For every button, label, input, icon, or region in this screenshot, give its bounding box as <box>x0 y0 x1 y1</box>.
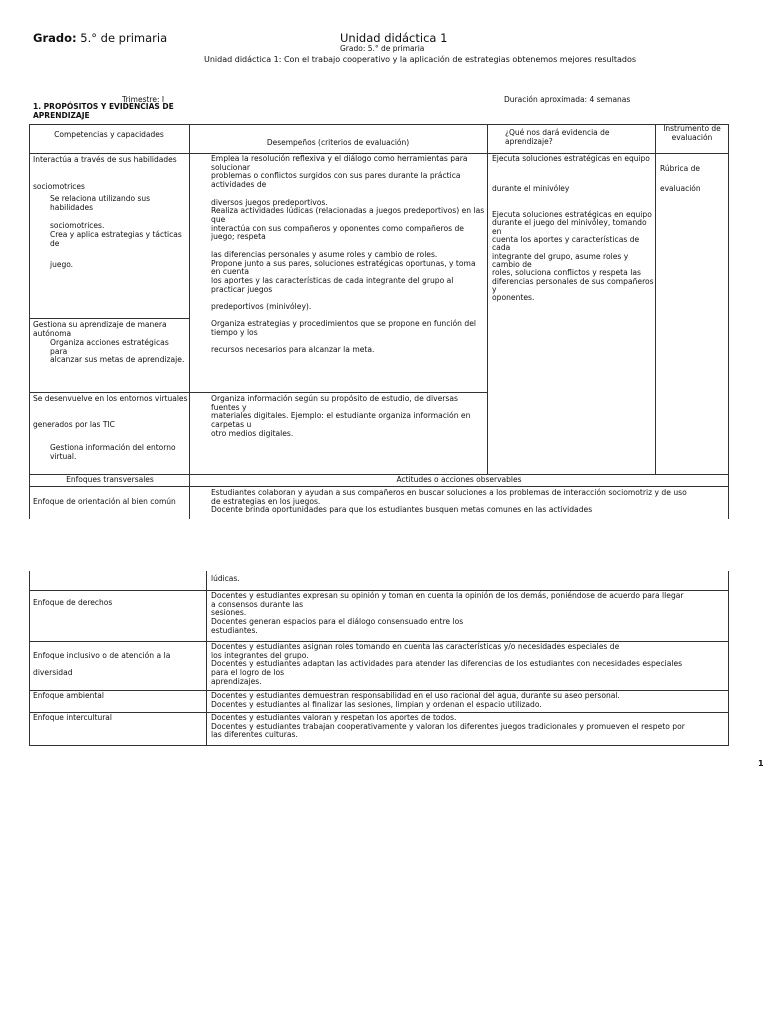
row1-capacidad-2b: juego. <box>50 260 74 269</box>
enfoque-intercultural-name: Enfoque intercultural <box>33 713 112 722</box>
row3-competencia-sub: generados por las TIC <box>33 420 115 429</box>
grade-label: Grado: <box>33 31 77 45</box>
row2-competencia-title: Gestiona su aprendizaje de manera autónoma <box>33 320 167 338</box>
row1-instrumento-2: evaluación <box>660 184 701 193</box>
header-competencias: Competencias y capacidades <box>54 130 164 139</box>
row1-capacidad-1: Se relaciona utilizando sus habilidades <box>50 194 151 212</box>
enfoque-bien-comun-text: Estudiantes colaboran y ayudan a sus compañeros en buscar soluciones a los problemas de interacción sociomotriz y de uso de estrategias en los juegos. Docente brinda oportunidades para que los estudiantes busquen metas comunes en las actividades <box>211 488 687 515</box>
unit-description: Unidad didáctica 1: Con el trabajo cooperativo y la aplicación de estrategias obtenemos mejores resultados <box>204 55 637 64</box>
row1-evidencia-1: Ejecuta soluciones estratégicas en equipo <box>492 154 650 163</box>
row1-divider <box>29 318 189 319</box>
t2-continuation-text: lúdicas. <box>211 574 240 583</box>
col-divider-1 <box>189 124 190 519</box>
enfoque-derechos-name: Enfoque de derechos <box>33 598 113 607</box>
table-border-right <box>728 124 729 519</box>
enfoque-inclusivo-name: Enfoque inclusivo o de atención a la diversidad <box>33 651 171 678</box>
header-evidencia: ¿Qué nos dará evidencia de aprendizaje? <box>505 128 610 146</box>
row1-instrumento-1: Rúbrica de <box>660 164 701 173</box>
row1-competencia-title: Interactúa a través de sus habilidades <box>33 155 177 164</box>
row3-competencia-title: Se desenvuelve en los entornos virtuales <box>33 394 188 403</box>
table-border-left <box>29 124 30 519</box>
enfoque-bien-comun-name: Enfoque de orientación al bien común <box>33 497 176 506</box>
t2-col-divider <box>206 571 207 746</box>
row1-desempenos: Emplea la resolución reflexiva y el diálogo como herramientas para solucionar problemas o conflictos surgidos con sus pares durante la práctica actividades de diversos juegos predeportivos. Realiza actividades lúdicas (relacionadas a juegos predeportivos) en las que interactúa con sus compañeros y oponentes como compañeros de juego; respeta las diferencias personales y asume roles y cambio de roles. Propone junto a sus pares, soluciones estratégicas oportunas, y toma en cuenta los aportes y las características de cada integrante del grupo al practicar juegos predeportivos (minivóley). <box>211 154 485 312</box>
row1-evidencia-3: Ejecuta soluciones estratégicas en equipo durante el juego del minivóley, tomando en cuenta los aportes y características de cada integrante del grupo, asume roles y cambio de roles, soluciona conflictos y respeta las diferencias personales de sus compañeros y oponentes. <box>492 210 654 303</box>
row1-capacidad-1b: sociomotrices. <box>50 221 105 230</box>
section-title: 1. PROPÓSITOS Y EVIDENCIAS DE APRENDIZAJE <box>33 102 174 120</box>
enfoques-header-divider <box>29 486 729 487</box>
row3-capacidad-1: Gestiona información del entorno virtual. <box>50 443 176 461</box>
unit-title: Unidad didáctica 1 <box>340 31 448 45</box>
enfoques-header: Enfoques transversales <box>66 475 154 484</box>
grade-value: 5.° de primaria <box>76 31 168 45</box>
row2-capacidad-1: Organiza acciones estratégicas para alcanzar sus metas de aprendizaje. <box>50 338 185 365</box>
enfoque-inclusivo-text: Docentes y estudiantes asignan roles tomando en cuenta las características y/o necesidades especiales de los integrantes del grupo. Docentes y estudiantes adaptan las actividades para atender las diferencias de los estudiantes con necesidades especiales para el logro de los aprendizajes. <box>211 642 683 686</box>
row1-capacidad-2: Crea y aplica estrategias y tácticas de <box>50 230 182 248</box>
grade-line <box>33 32 167 45</box>
header-instrumento: Instrumento de evaluación <box>663 124 721 142</box>
col-divider-3 <box>655 124 656 474</box>
row1-competencia-sub: sociomotrices <box>33 182 85 191</box>
row1-evidencia-2: durante el minivóley <box>492 184 570 193</box>
row3-desempenos: Organiza información según su propósito de estudio, de diversas fuentes y materiales digitales. Ejemplo: el estudiante organiza información en carpetas u otro medios digitales. <box>211 394 471 438</box>
duracion-label: Duración aproximada: 4 semanas <box>504 95 631 104</box>
grado-subtitle: Grado: 5.° de primaria <box>340 44 425 53</box>
enfoque-intercultural-text: Docentes y estudiantes valoran y respetan los aportes de todos. Docentes y estudiantes trabajan cooperativamente y valoran los diferentes juegos tradicionales y promueven el respeto por las diferentes culturas. <box>211 713 685 740</box>
enfoque-ambiental-text: Docentes y estudiantes demuestran responsabilidad en el uso racional del agua, durante su aseo personal. Docentes y estudiantes al finalizar las sesiones, limpian y ordenan el espacio utilizado. <box>211 691 620 709</box>
header-desempenos: Desempeños (criterios de evaluación) <box>266 138 410 147</box>
row2-desempenos: Organiza estrategias y procedimientos que se propone en función del tiempo y los recursos necesarios para alcanzar la meta. <box>211 319 476 355</box>
table-border-top <box>29 124 729 125</box>
row2-divider <box>29 392 487 393</box>
t2-border-right <box>728 571 729 746</box>
page-number: 1 <box>758 759 764 768</box>
t2-border-bottom <box>29 745 729 746</box>
actitudes-header: Actitudes o acciones observables <box>396 475 522 484</box>
col-divider-2 <box>487 124 488 474</box>
enfoque-derechos-text: Docentes y estudiantes expresan su opinión y toman en cuenta la opinión de los demás, poniéndose de acuerdo para llegar a consensos durante las sesiones. Docentes generan espacios para el diálogo consensuado entre los estudiantes. <box>211 591 684 635</box>
trimestre-label: Trimestre: I <box>122 95 165 104</box>
enfoque-ambiental-name: Enfoque ambiental <box>33 691 104 700</box>
t2-border-left <box>29 571 30 746</box>
